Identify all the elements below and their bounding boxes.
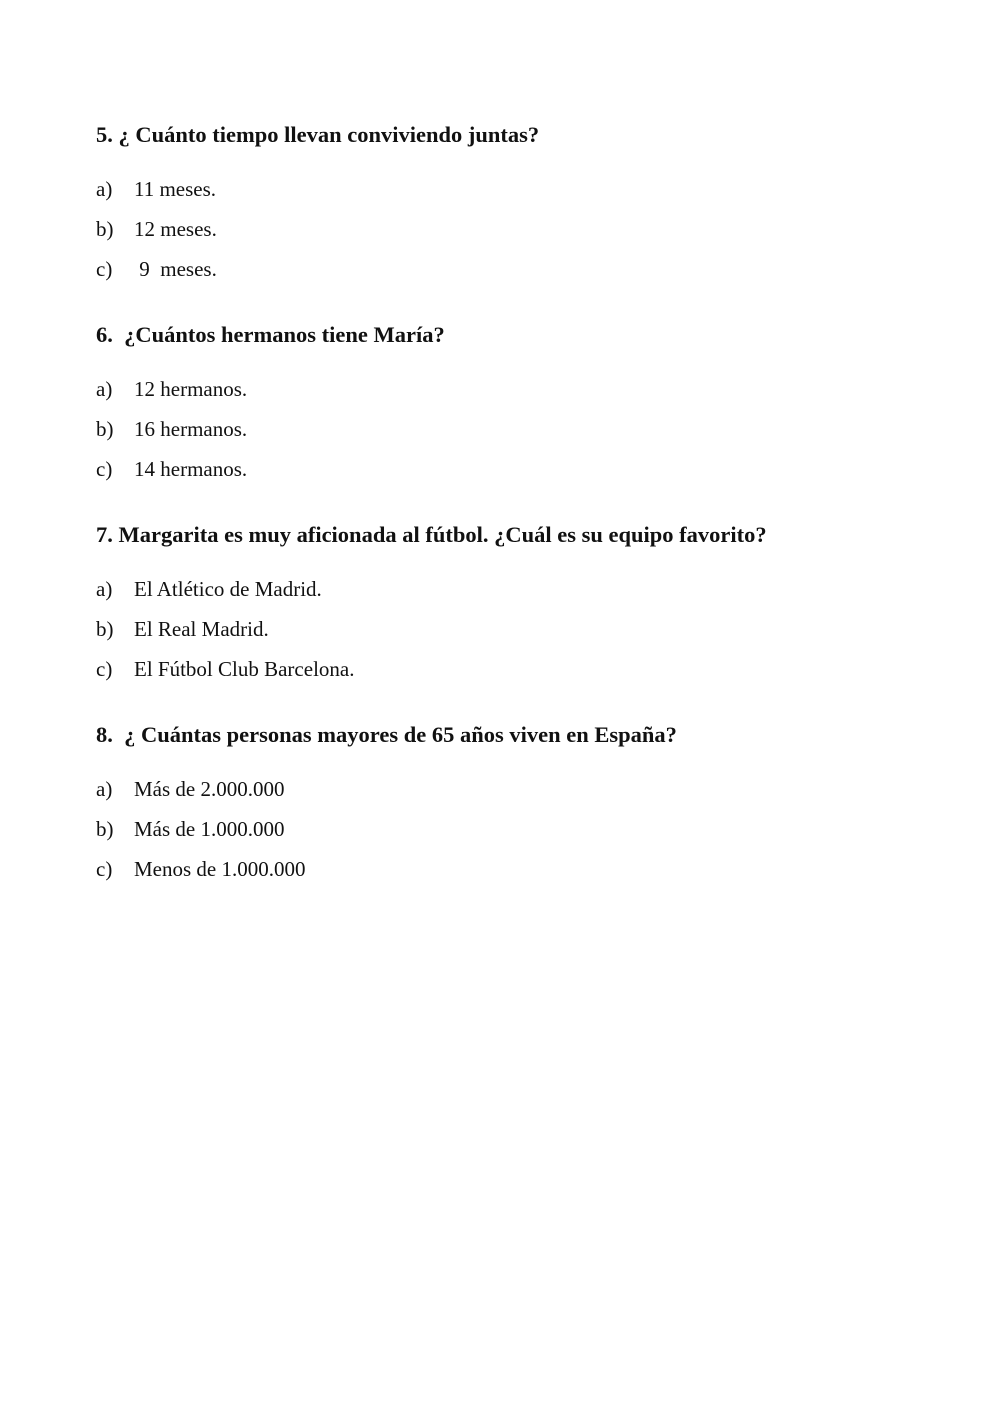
- option-letter: a): [96, 377, 113, 401]
- option-letter: c): [96, 857, 113, 881]
- option-text: El Real Madrid.: [134, 617, 269, 641]
- question-title: 7. Margarita es muy aficionada al fútbol. ¿Cuál es su equipo favorito?: [96, 522, 767, 547]
- option-c[interactable]: [96, 255, 976, 295]
- option-b[interactable]: [96, 815, 976, 855]
- option-text: El Atlético de Madrid.: [134, 577, 322, 601]
- option-b[interactable]: [96, 215, 976, 255]
- option-list: [96, 575, 976, 695]
- option-a[interactable]: [96, 175, 976, 215]
- option-text: El Fútbol Club Barcelona.: [134, 657, 355, 681]
- option-b[interactable]: [96, 615, 976, 655]
- option-list: [96, 175, 976, 295]
- option-letter: a): [96, 777, 113, 801]
- option-letter: c): [96, 257, 113, 281]
- question-5: [96, 121, 976, 295]
- option-text: 12 meses.: [134, 217, 217, 241]
- option-letter: c): [96, 657, 113, 681]
- option-letter: b): [96, 617, 114, 641]
- option-c[interactable]: [96, 655, 976, 695]
- option-text: Más de 1.000.000: [134, 817, 285, 841]
- option-letter: b): [96, 817, 114, 841]
- option-letter: a): [96, 577, 113, 601]
- option-a[interactable]: [96, 375, 976, 415]
- option-list: [96, 775, 976, 895]
- option-text: Más de 2.000.000: [134, 777, 285, 801]
- option-text: 16 hermanos.: [134, 417, 248, 441]
- question-6: [96, 321, 976, 495]
- option-letter: a): [96, 177, 113, 201]
- option-text: 11 meses.: [134, 177, 217, 201]
- question-title: 6. ¿Cuántos hermanos tiene María?: [96, 322, 445, 347]
- option-letter: b): [96, 417, 114, 441]
- option-a[interactable]: [96, 775, 976, 815]
- option-b[interactable]: [96, 415, 976, 455]
- option-text: 12 hermanos.: [134, 377, 248, 401]
- option-c[interactable]: [96, 855, 976, 895]
- question-title: 8. ¿ Cuántas personas mayores de 65 años viven en España?: [96, 722, 677, 747]
- question-7: [96, 521, 976, 695]
- option-list: [96, 375, 976, 495]
- question-8: [96, 721, 976, 895]
- option-text: Menos de 1.000.000: [134, 857, 306, 881]
- option-letter: c): [96, 457, 113, 481]
- option-c[interactable]: [96, 455, 976, 495]
- question-title: 5. ¿ Cuánto tiempo llevan conviviendo juntas?: [96, 122, 540, 147]
- option-letter: b): [96, 217, 114, 241]
- option-a[interactable]: [96, 575, 976, 615]
- option-text: 14 hermanos.: [134, 457, 248, 481]
- option-text: 9 meses.: [134, 257, 217, 281]
